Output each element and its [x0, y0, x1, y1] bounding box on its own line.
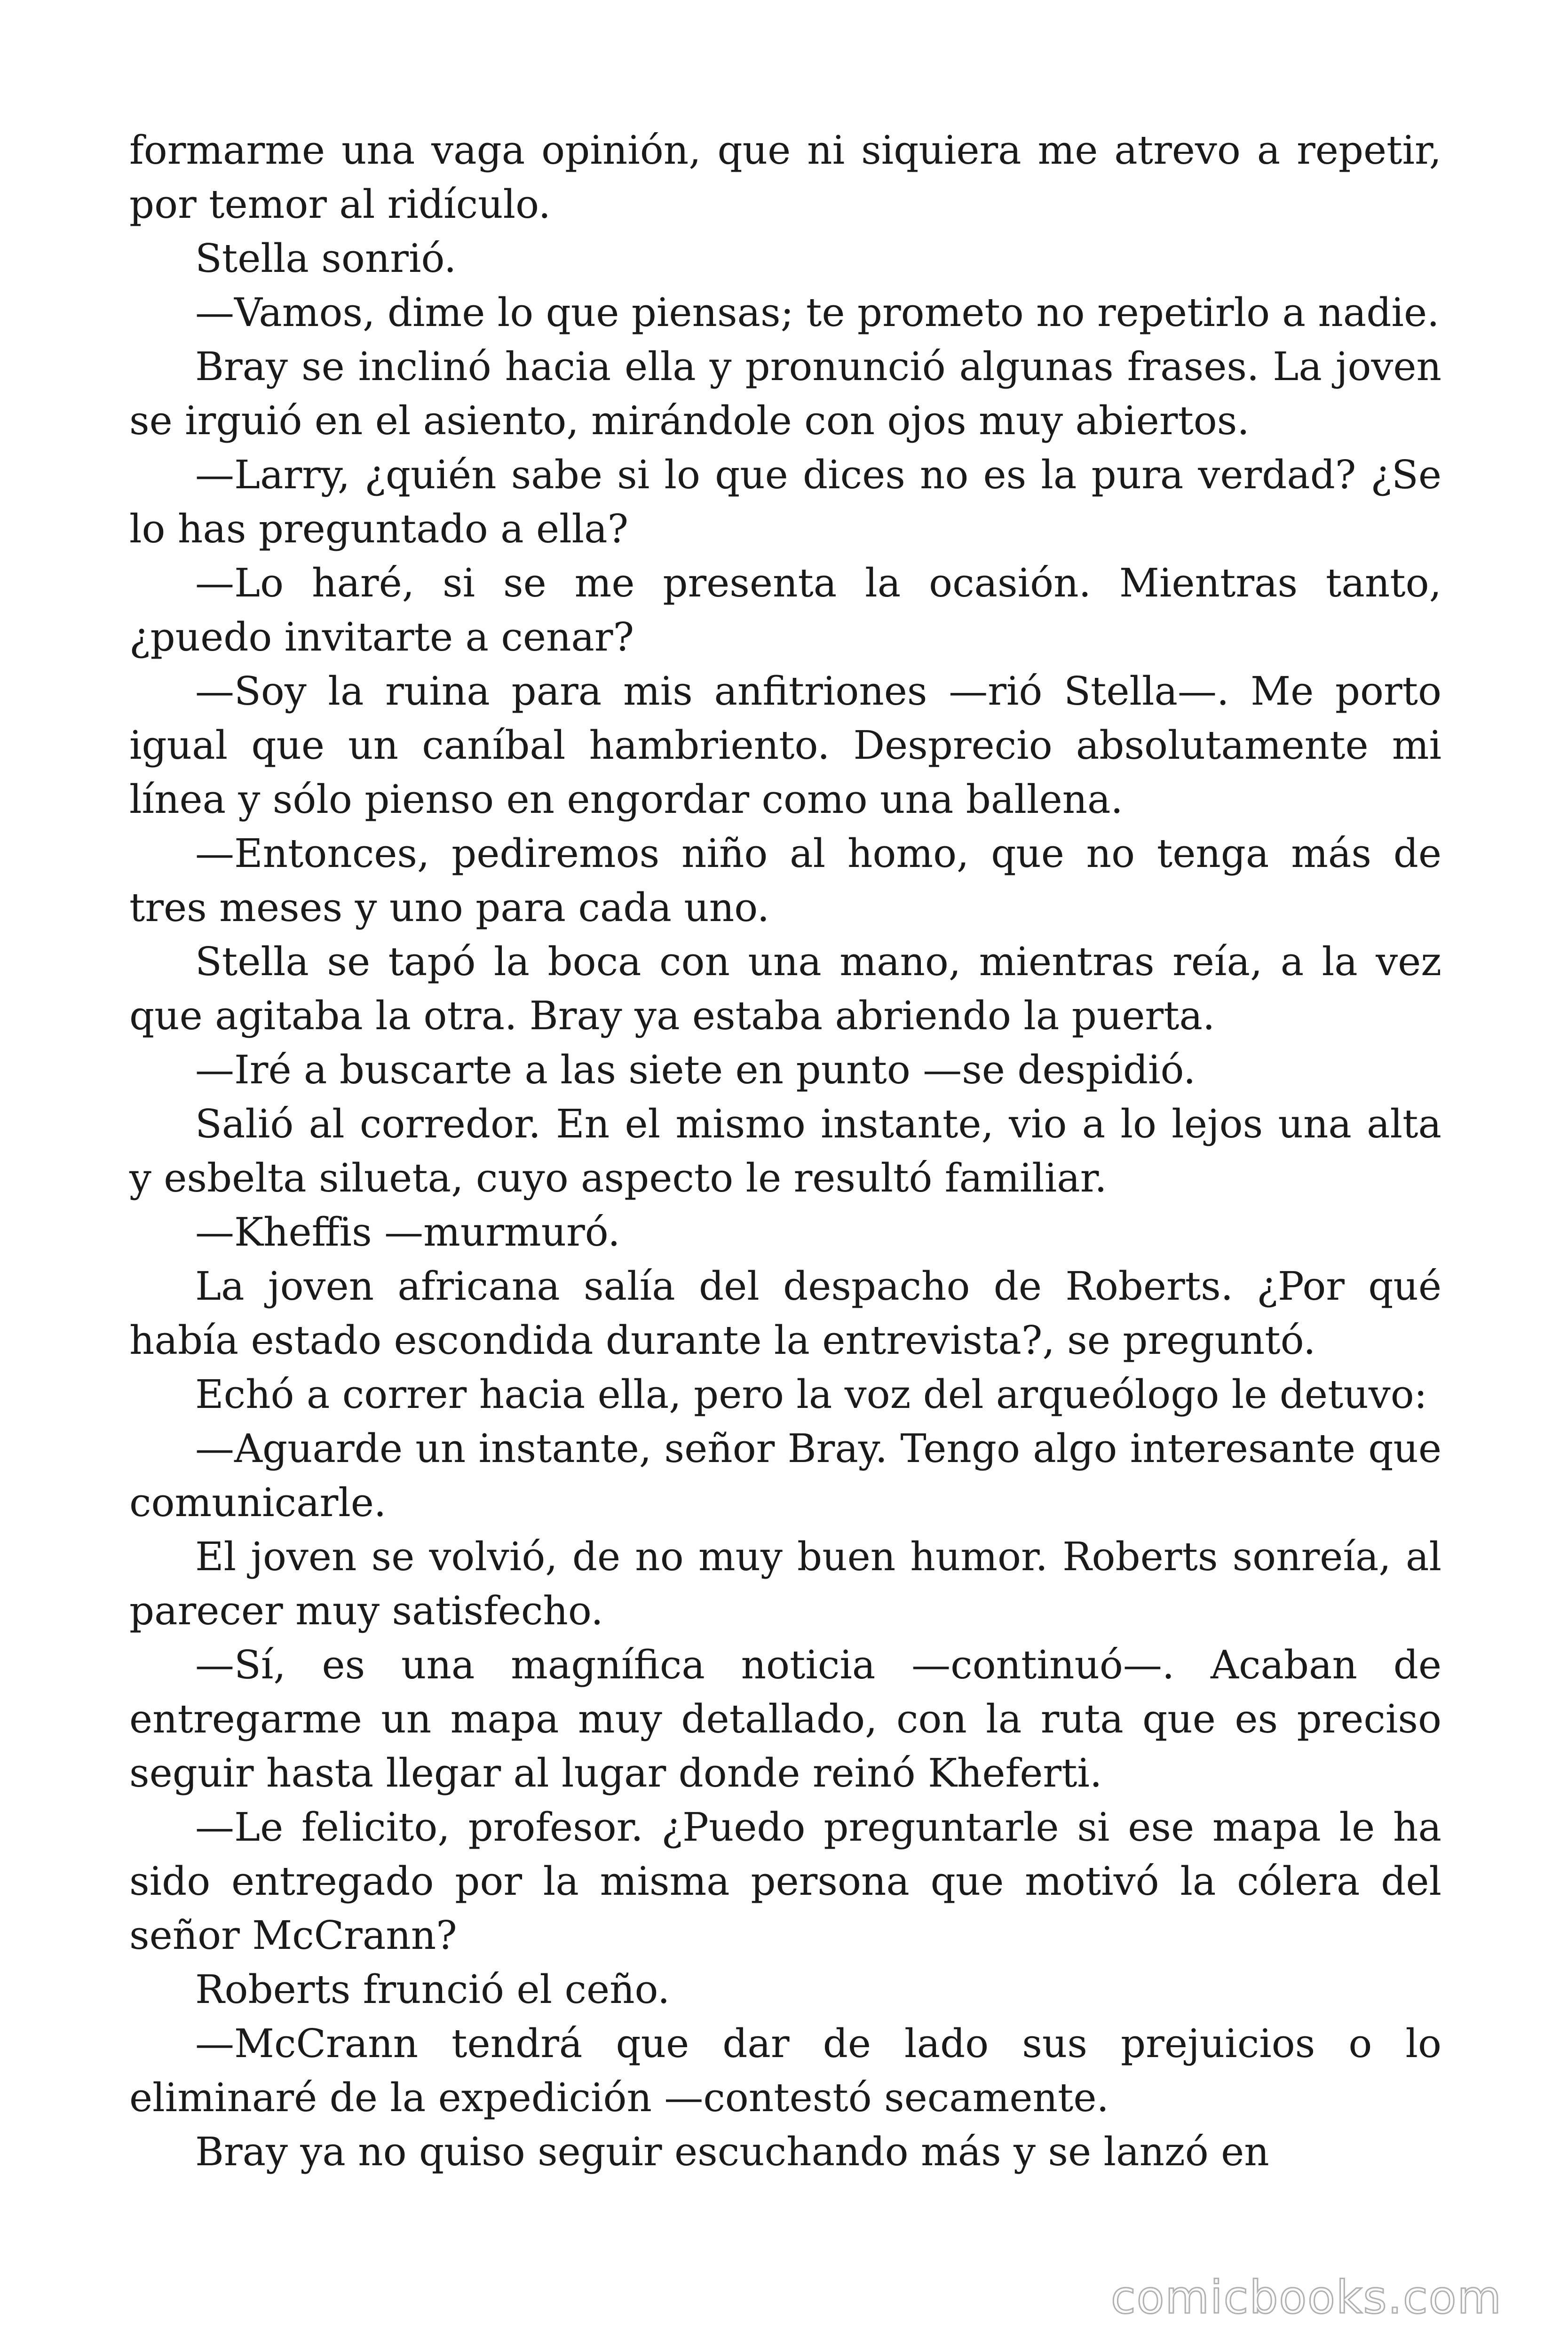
paragraph: Stella se tapó la boca con una mano, mientras reía, a la vez que agitaba la otra. Bray ya estaba abriendo la puerta. [129, 939, 1441, 1039]
paragraph: Bray se inclinó hacia ella y pronunció algunas frases. La joven se irguió en el asiento, mirándole con ojos muy abiertos. [129, 344, 1441, 444]
paragraph: —Soy la ruina para mis anfitriones —rió Stella—. Me porto igual que un caníbal hambriento. Desprecio absolutamente mi línea y sólo pienso en engordar como una ballena. [129, 668, 1441, 822]
paragraph: —Vamos, dime lo que piensas; te prometo no repetirlo a nadie. [195, 290, 1440, 335]
paragraph: —Le felicito, profesor. ¿Puedo preguntarle si ese mapa le ha sido entregado por la misma persona que motivó la cólera del señor McCrann? [129, 1804, 1441, 1958]
paragraph: —McCrann tendrá que dar de lado sus prejuicios o lo eliminaré de la expedición —contestó secamente. [129, 2021, 1441, 2121]
watermark: comicbooks.com [1110, 2271, 1502, 2324]
paragraph: —Larry, ¿quién sabe si lo que dices no es la pura verdad? ¿Se lo has preguntado a ella? [129, 452, 1441, 552]
paragraph: Salió al corredor. En el mismo instante, vio a lo lejos una alta y esbelta silueta, cuyo aspecto le resultó familiar. [129, 1101, 1441, 1201]
paragraph: Bray ya no quiso seguir escuchando más y se lanzó en [195, 2129, 1269, 2175]
paragraph: —Aguarde un instante, señor Bray. Tengo algo interesante que comunicarle. [129, 1426, 1441, 1526]
paragraph: formarme una vaga opinión, que ni siquiera me atrevo a repetir, por temor al ridículo. [129, 127, 1441, 227]
paragraph: El joven se volvió, de no muy buen humor. Roberts sonreía, al parecer muy satisfecho. [129, 1534, 1441, 1634]
paragraph: La joven africana salía del despacho de Roberts. ¿Por qué había estado escondida durante la entrevista?, se preguntó. [129, 1263, 1441, 1363]
paragraph: —Iré a buscarte a las siete en punto —se despidió. [195, 1047, 1196, 1093]
paragraph: —Sí, es una magnífica noticia —continuó—. Acaban de entregarme un mapa muy detallado, con la ruta que es preciso seguir hasta llegar al lugar donde reinó Kheferti. [129, 1642, 1441, 1796]
paragraph: —Entonces, pediremos niño al homo, que no tenga más de tres meses y uno para cada uno. [129, 831, 1441, 930]
paragraph: Echó a correr hacia ella, pero la voz del arqueólogo le detuvo: [195, 1372, 1427, 1417]
paragraph: —Lo haré, si se me presenta la ocasión. Mientras tanto, ¿puedo invitarte a cenar? [129, 560, 1441, 660]
paragraph: Stella sonrió. [195, 236, 457, 281]
book-page-text [129, 123, 1441, 2179]
paragraph: Roberts frunció el ceño. [195, 1967, 670, 2012]
paragraph: —Kheffis —murmuró. [195, 1209, 620, 1255]
